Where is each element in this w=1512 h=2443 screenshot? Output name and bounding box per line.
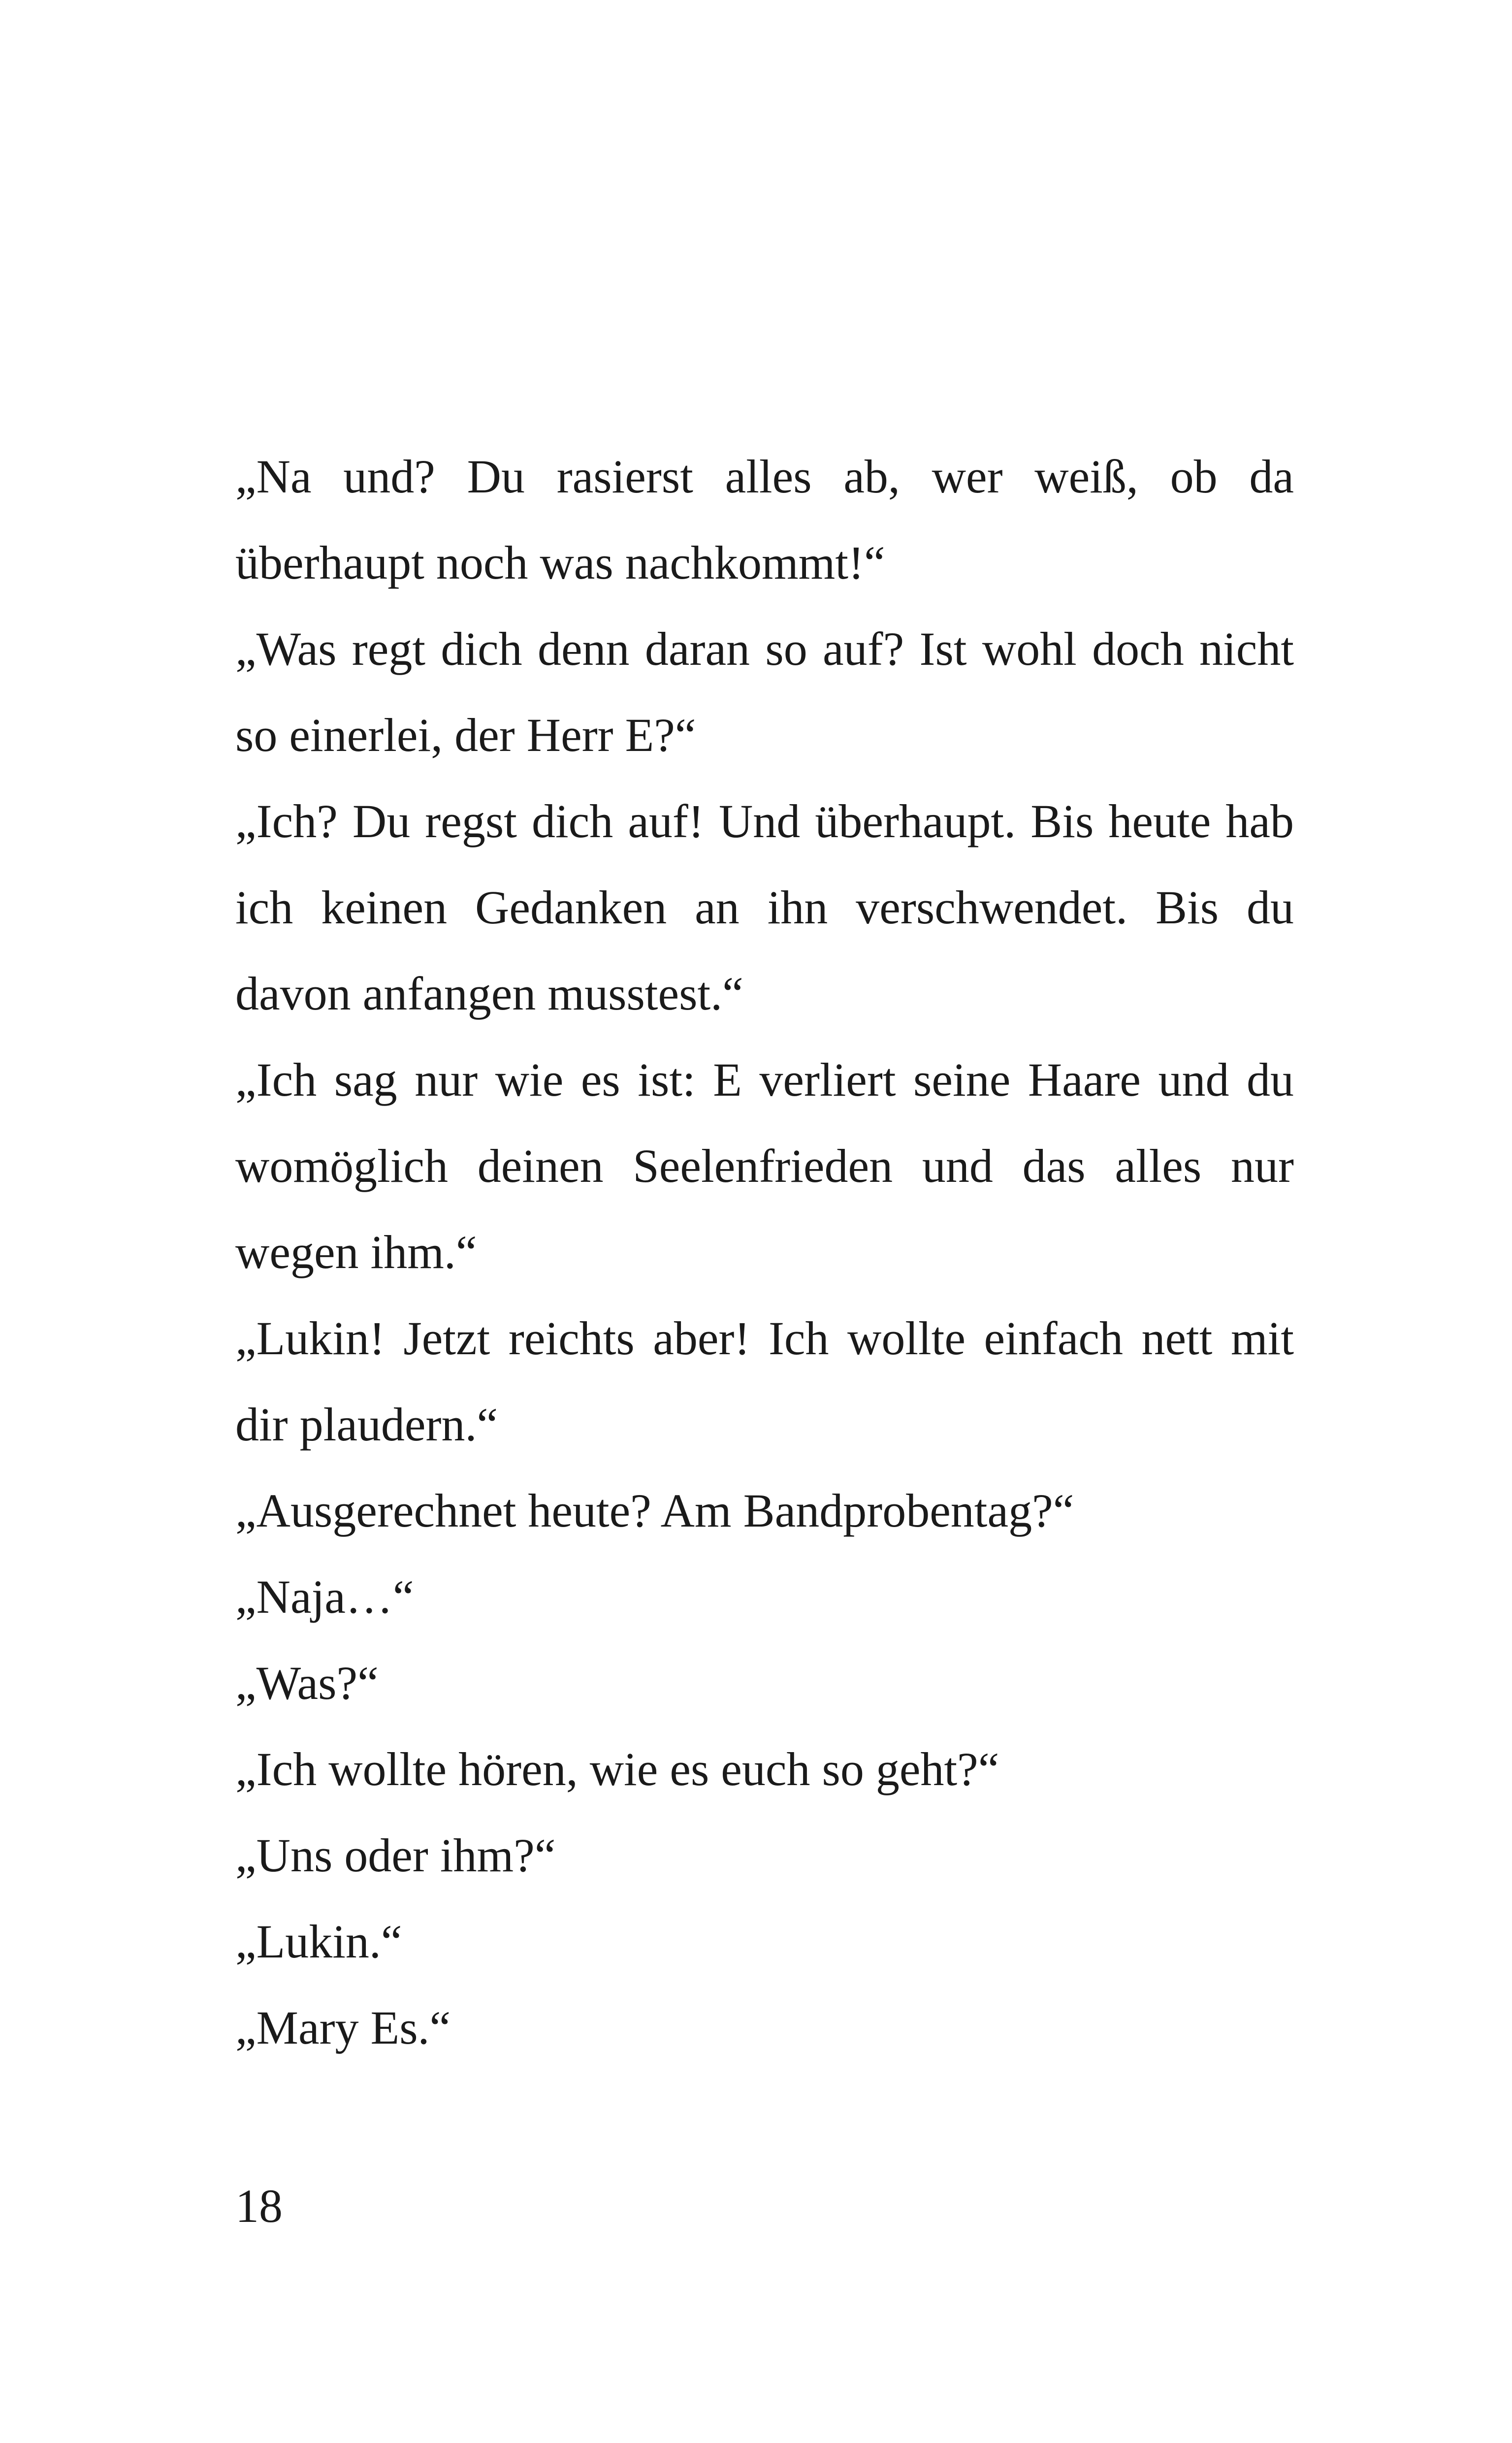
body-text [235,433,1294,2071]
paragraph: „Was regt dich denn daran so auf? Ist wohl doch nicht so einerlei, der Herr E?“ [235,622,1294,761]
paragraph: „Ich sag nur wie es ist: E verliert seine Haare und du womöglich deinen Seelenfrieden und das alles nur wegen ihm.“ [235,1053,1294,1278]
paragraph: „Was?“ [235,1657,379,1709]
paragraph: „Uns oder ihm?“ [235,1829,556,1882]
paragraph: „Naja…“ [235,1570,414,1623]
paragraph: „Lukin! Jetzt reichts aber! Ich wollte einfach nett mit dir plaudern.“ [235,1312,1294,1451]
paragraph: „Lukin.“ [235,1915,402,1968]
page-number: 18 [235,2180,283,2232]
paragraph: „Ich? Du regst dich auf! Und überhaupt. Bis heute hab ich keinen Gedanken an ihn verschwendet. Bis du davon anfangen musstest.“ [235,795,1294,1020]
paragraph: „Ausgerechnet heute? Am Bandprobentag?“ [235,1484,1074,1537]
paragraph: „Mary Es.“ [235,2001,451,2054]
paragraph: „Na und? Du rasierst alles ab, wer weiß, ob da überhaupt noch was nachkommt!“ [235,450,1294,589]
paragraph: „Ich wollte hören, wie es euch so geht?“ [235,1743,999,1795]
